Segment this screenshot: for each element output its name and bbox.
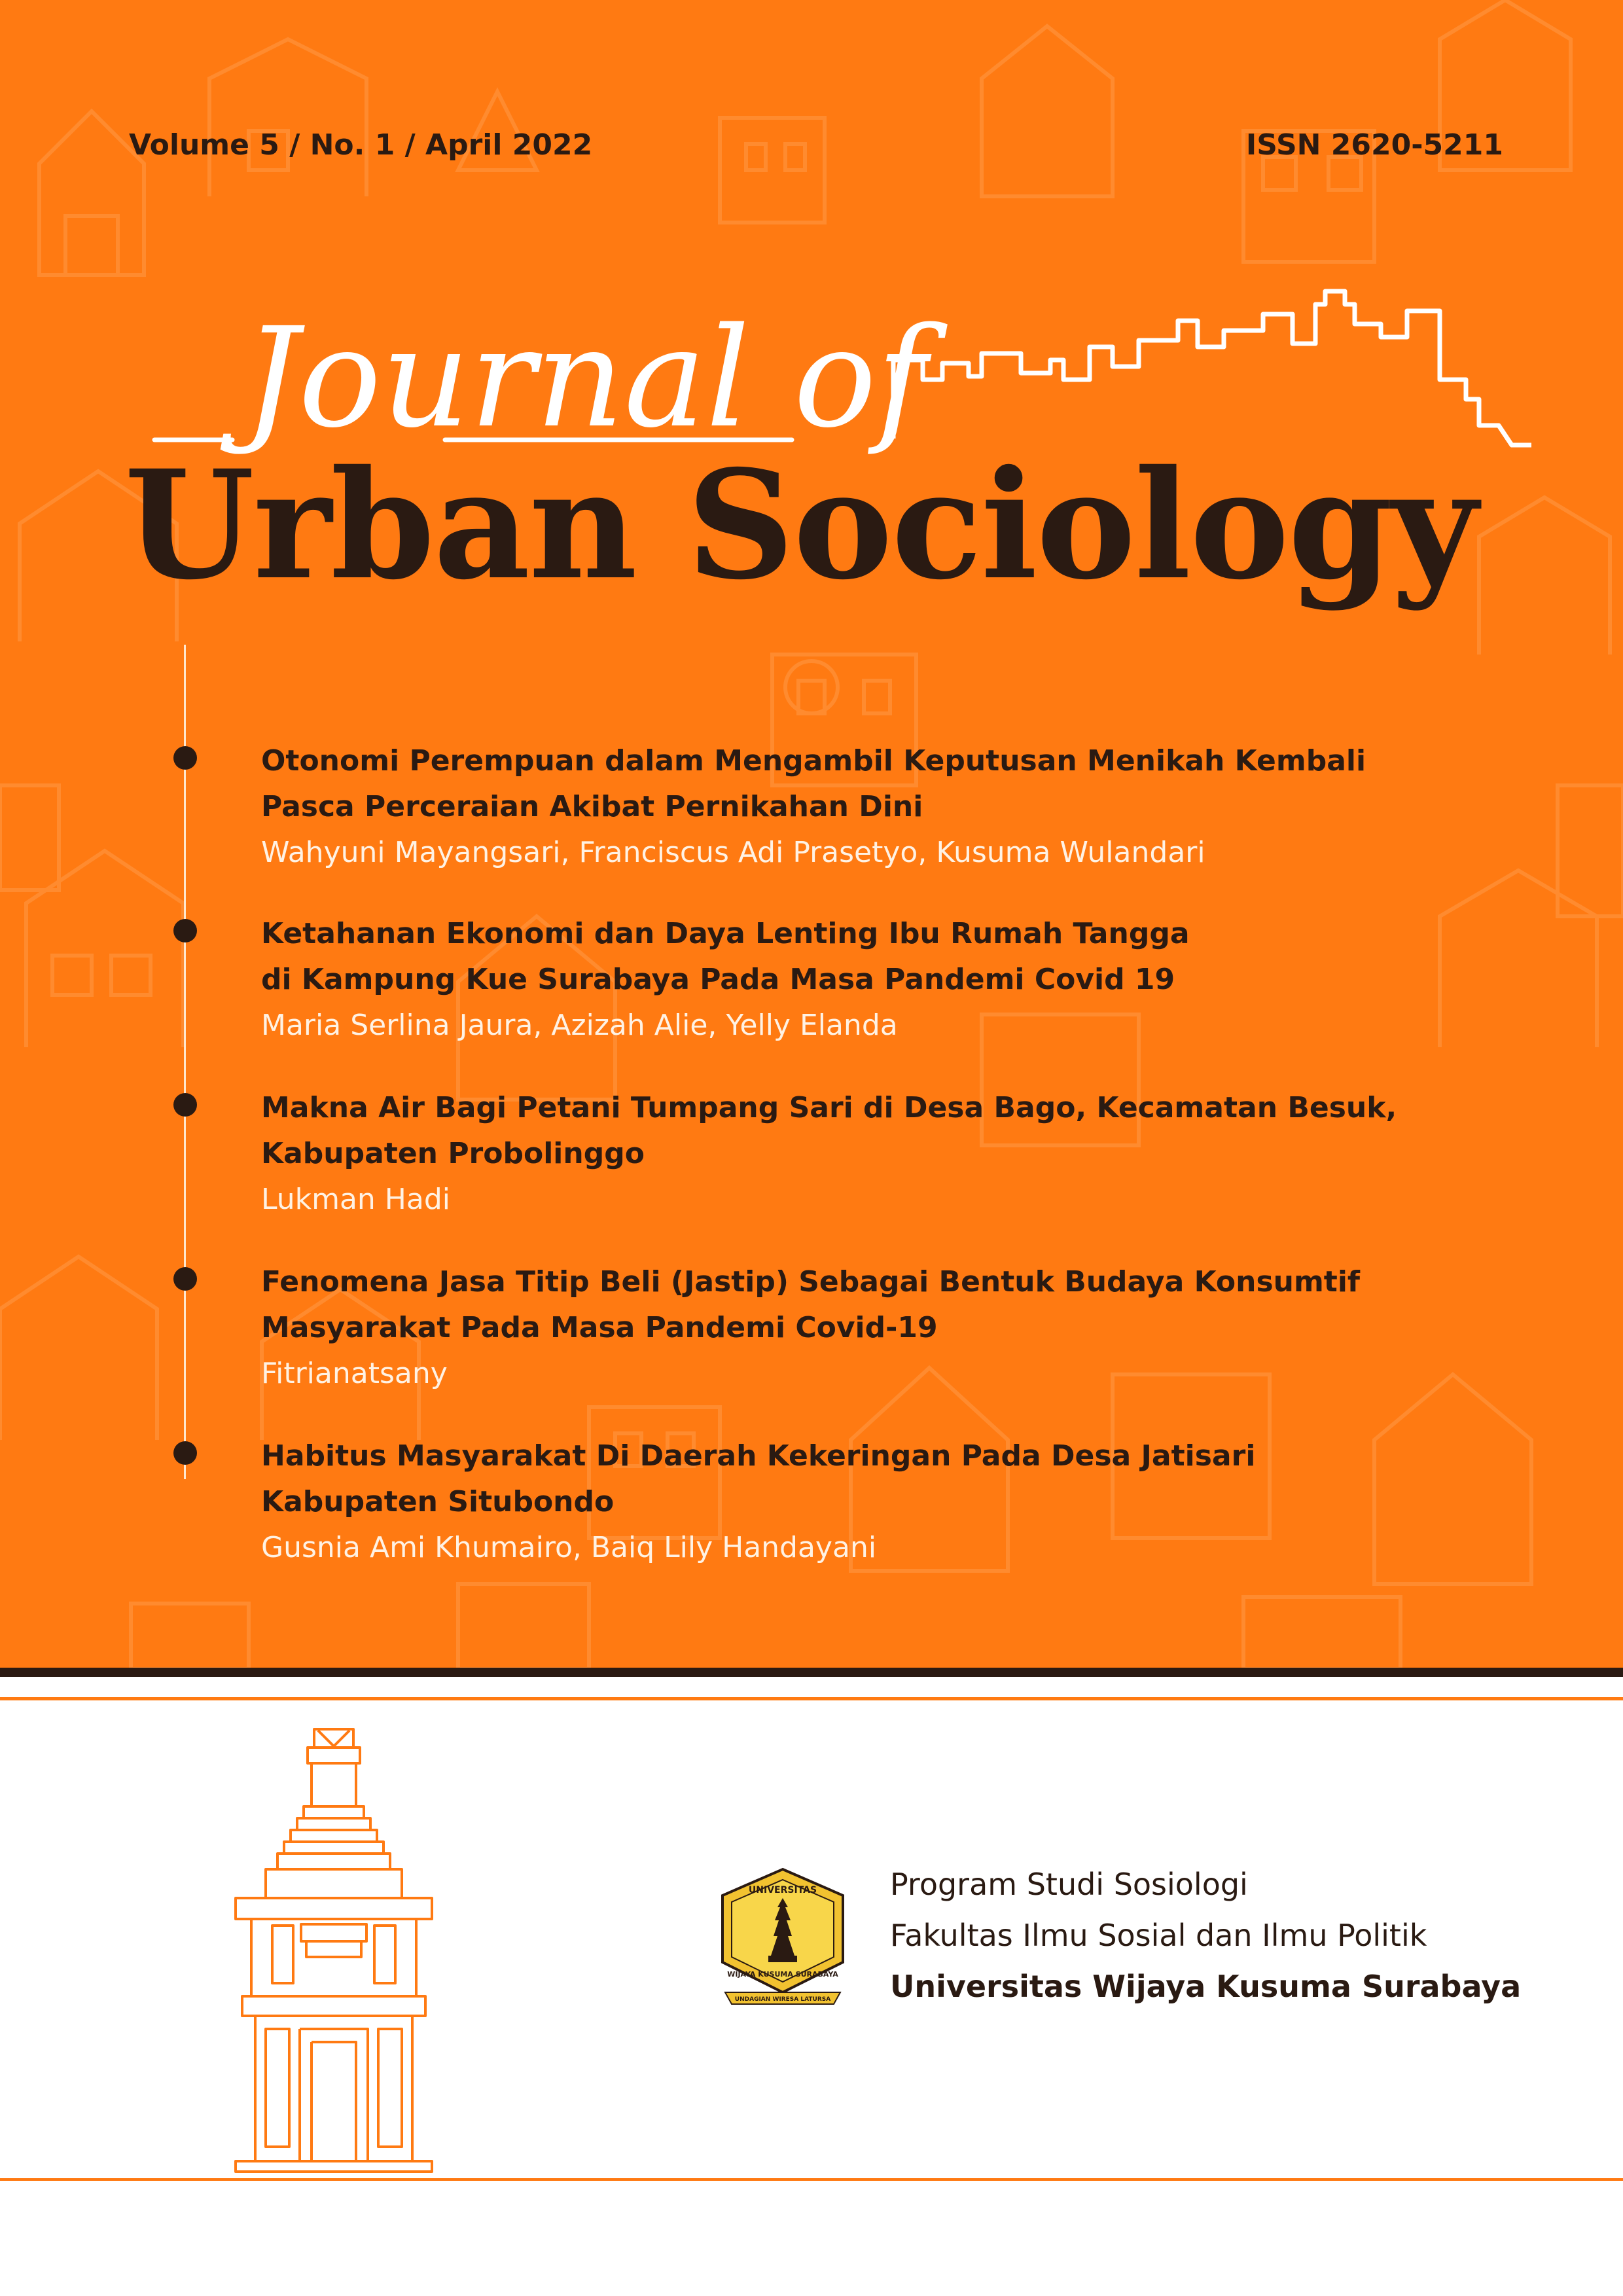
article-authors: Fitrianatsany <box>261 1357 448 1390</box>
journal-main-title: Urban Sociology <box>124 437 1477 613</box>
article-title: Otonomi Perempuan dalam Mengambil Keputusan Menikah Kembali Pasca Perceraian Akibat Pernikahan Dini <box>261 744 1366 823</box>
bullet-dot-icon <box>173 1441 197 1465</box>
divider-band <box>0 1668 1623 1677</box>
university-seal-icon <box>712 1864 853 2008</box>
article-title: Fenomena Jasa Titip Beli (Jastip) Sebagai Bentuk Budaya Konsumtif Masyarakat Pada Masa Pandemi Covid-19 <box>261 1265 1361 1344</box>
bullet-dot-icon <box>173 919 197 942</box>
article-title: Habitus Masyarakat Di Daerah Kekeringan Pada Desa Jatisari Kabupaten Situbondo <box>261 1439 1256 1518</box>
divider-rule-bottom <box>0 2178 1623 2181</box>
bullet-dot-icon <box>173 1267 197 1291</box>
article-authors: Lukman Hadi <box>261 1183 451 1216</box>
temple-gate-icon <box>223 1721 445 2173</box>
bullet-dot-icon <box>173 1093 197 1117</box>
faculty-name: Fakultas Ilmu Sosial dan Ilmu Politik <box>890 1918 1427 1953</box>
article-title: Makna Air Bagi Petani Tumpang Sari di Desa Bago, Kecamatan Besuk, Kabupaten Probolinggo <box>261 1091 1397 1170</box>
issn-number: ISSN 2620-5211 <box>1245 128 1503 162</box>
issue-info: Volume 5 / No. 1 / April 2022 <box>129 128 593 162</box>
divider-rule-top <box>0 1697 1623 1700</box>
article-authors: Maria Serlina Jaura, Azizah Alie, Yelly Elanda <box>261 1009 898 1042</box>
article-authors: Wahyuni Mayangsari, Franciscus Adi Prasetyo, Kusuma Wulandari <box>261 836 1205 869</box>
seal-ribbon-text: UNDAGIAN WIRESA LATURSA <box>734 1996 831 2003</box>
city-skyline-icon <box>893 291 1531 445</box>
seal-text-top: UNIVERSITAS <box>748 1885 817 1895</box>
seal-text-bottom: WIJAYA KUSUMA SURABAYA <box>727 1970 838 1979</box>
program-name: Program Studi Sosiologi <box>890 1867 1248 1902</box>
university-name: Universitas Wijaya Kusuma Surabaya <box>890 1969 1522 2004</box>
journal-of-text: Journal of <box>243 298 927 458</box>
article-timeline-line <box>184 645 186 1479</box>
article-title: Ketahanan Ekonomi dan Daya Lenting Ibu Rumah Tangga di Kampung Kue Surabaya Pada Masa Pandemi Covid 19 <box>261 917 1190 996</box>
bullet-dot-icon <box>173 746 197 770</box>
article-authors: Gusnia Ami Khumairo, Baiq Lily Handayani <box>261 1531 877 1564</box>
